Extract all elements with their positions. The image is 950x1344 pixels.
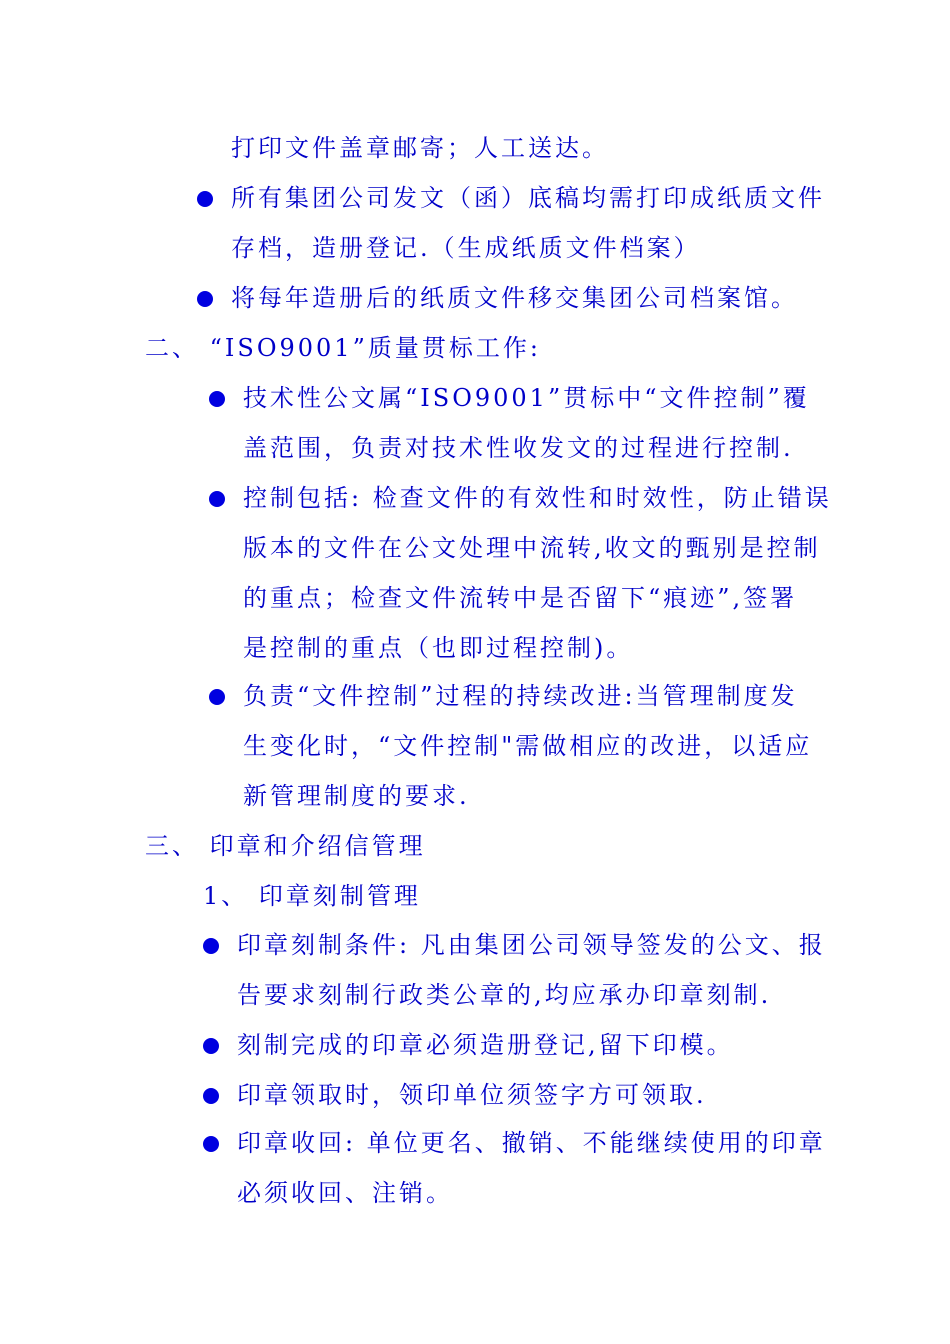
bullet-icon [209,391,225,407]
list-item-line: 所有集团公司发文（函）底稿均需打印成纸质文件 [231,184,825,212]
list-item-line: 盖范围，负责对技术性收发文的过程进行控制. [243,434,794,462]
list-item-line: 印章刻制条件: 凡由集团公司领导签发的公文、报 [237,931,826,959]
list-item-line: 必须收回、注销。 [237,1179,453,1207]
list-item-line: 印章收回: 单位更名、撤销、不能继续使用的印章 [237,1129,826,1157]
bullet-icon [203,938,219,954]
list-item-line: 控制包括: 检查文件的有效性和时效性，防止错误 [243,484,832,512]
bullet-icon [209,689,225,705]
list-item-line: 生变化时，“文件控制"需做相应的改进，以适应 [243,732,813,760]
bullet-icon [203,1136,219,1152]
bullet-icon [197,191,213,207]
bullet-icon [209,491,225,507]
list-item-line: 印章领取时，领印单位须签字方可领取. [237,1081,707,1109]
subsection-heading: 1、 印章刻制管理 [203,882,421,910]
list-item-line: 技术性公文属“ISO9001”贯标中“文件控制”覆 [243,384,810,412]
list-item-line: 的重点；检查文件流转中是否留下“痕迹”,签署 [243,584,798,612]
section-heading: 二、 “ISO9001”质量贯标工作: [145,334,541,362]
bullet-icon [203,1088,219,1104]
list-item-line: 将每年造册后的纸质文件移交集团公司档案馆。 [231,284,798,312]
list-item-line: 是控制的重点（也即过程控制)。 [243,634,634,662]
list-item-line: 刻制完成的印章必须造册登记,留下印模。 [237,1031,734,1059]
paragraph-line: 打印文件盖章邮寄；人工送达。 [231,134,609,162]
list-item-line: 新管理制度的要求. [243,782,470,810]
list-item-line: 负责“文件控制”过程的持续改进:当管理制度发 [243,682,798,710]
bullet-icon [203,1038,219,1054]
bullet-icon [197,291,213,307]
section-heading: 三、 印章和介绍信管理 [145,832,426,860]
list-item-line: 告要求刻制行政类公章的,均应承办印章刻制. [237,981,772,1009]
list-item-line: 存档，造册登记.（生成纸质文件档案） [231,234,701,262]
list-item-line: 版本的文件在公文处理中流转,收文的甄别是控制 [243,534,821,562]
